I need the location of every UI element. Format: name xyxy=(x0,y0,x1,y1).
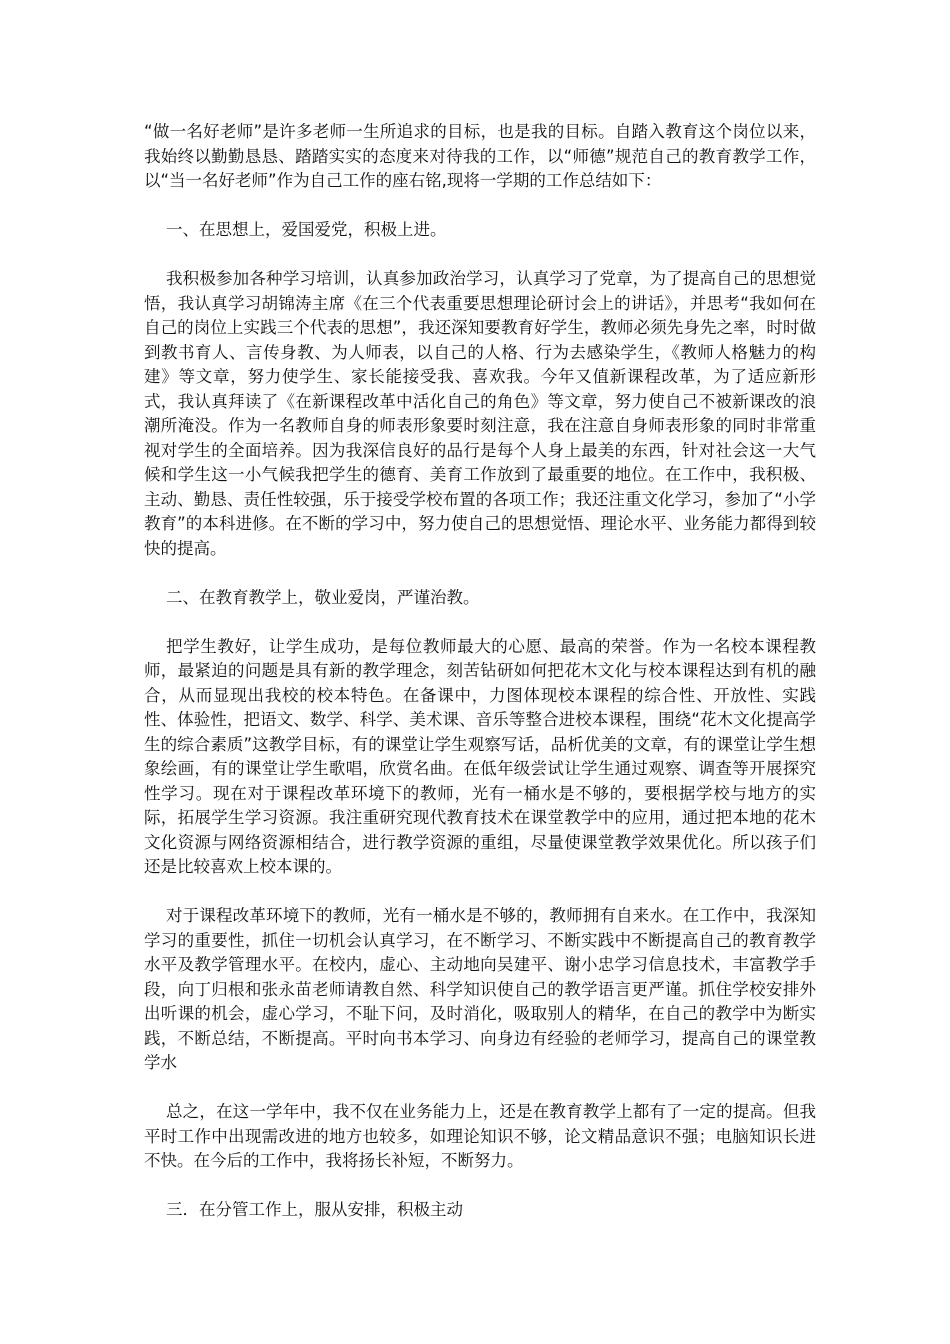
spacer xyxy=(144,194,816,219)
section-heading-3: 三．在分管工作上，服从安排，积极主动 xyxy=(166,1200,463,1219)
section-heading-1: 一、在思想上，爱国爱党，积极上进。 xyxy=(166,220,447,239)
spacer xyxy=(144,610,816,635)
spacer xyxy=(144,880,816,905)
document-page xyxy=(144,120,816,1223)
paragraph-1: 我积极参加各种学习培训，认真参加政治学习，认真学习了党章，为了提高自己的思想觉悟，我认真学习胡锦涛主席《在三个代表重要思想理论研讨会上的讲话》，并思考“我如何在自己的岗位上实践三个代表的思想”，我还深知要教育好学生，教师必须先身先之率，时时做到教书育人、言传身教、为人师表，以自己的人格、行为去感染学生，《教师人格魅力的构建》等文章，努力使学生、家长能接受我、喜欢我。今年又值新课程改革，为了适应新形式，我认真拜读了《在新课程改革中活化自己的角色》等文章，努力使自己不被新课改的浪潮所淹没。作为一名教师自身的师表形象要时刻注意，我在注意自身师表形象的同时非常重视对学生的全面培养。因为我深信良好的品行是每个人身上最美的东西，针对社会这一大气候和学生这一小气候我把学生的德育、美育工作放到了最重要的地位。在工作中，我积极、主动、勤恳、责任性较强，乐于接受学校布置的各项工作；我还注重文化学习，参加了“小学教育”的本科进修。在不断的学习中，努力使自己的思想觉悟、理论水平、业务能力都得到较快的提高。 xyxy=(144,269,816,558)
intro-paragraph: “做一名好老师”是许多老师一生所追求的目标，也是我的目标。自踏入教育这个岗位以来，我始终以勤勤恳恳、踏踏实实的态度来对待我的工作，以“师德”规范自己的教育教学工作，以“当一名好老师”作为自己工作的座右铭,现将一学期的工作总结如下： xyxy=(144,122,816,190)
paragraph-3: 对于课程改革环境下的教师，光有一桶水是不够的，教师拥有自来水。在工作中，我深知学习的重要性，抓住一切机会认真学习，在不断学习、不断实践中不断提高自己的教育教学水平及教学管理水平。在校内，虚心、主动地向吴建平、谢小忠学习信息技术，丰富教学手段，向丁归根和张永苗老师请教自然、科学知识使自己的教学语言更严谨。抓住学校安排外出听课的机会，虚心学习，不耻下问，及时消化，吸取别人的精华，在自己的教学中为断实践，不断总结，不断提高。平时向书本学习、向身边有经验的老师学习，提高自己的课堂教学水 xyxy=(144,906,816,1072)
spacer xyxy=(144,243,816,268)
section-heading-2: 二、在教育教学上，敬业爱岗，严谨治教。 xyxy=(166,587,480,607)
paragraph-4: 总之，在这一学年中，我不仅在业务能力上，还是在教育教学上都有了一定的提高。但我平时工作中出现需改进的地方也较多，如理论知识不够，论文精品意识不强；电脑知识长进不快。在今后的工作中，我将扬长补短，不断努力。 xyxy=(144,1102,816,1170)
paragraph-2: 把学生教好，让学生成功，是每位教师最大的心愿、最高的荣誉。作为一名校本课程教师，最紧迫的问题是具有新的教学理念，刻苦钻研如何把花木文化与校本课程达到有机的融合，从而显现出我校的校本特色。在备课中，力图体现校本课程的综合性、开放性、实践性、体验性，把语文、数学、科学、美术课、音乐等整合进校本课程，围绕“花木文化提高学生的综合素质”这教学目标，有的课堂让学生观察写话，品析优美的文章，有的课堂让学生想象绘画，有的课堂让学生歌唱，欣赏名曲。在低年级尝试让学生通过观察、调查等开展探究性学习。现在对于课程改革环境下的教师，光有一桶水是不够的，要根据学校与地方的实际，拓展学生学习资源。我注重研究现代教育技术在课堂教学中的应用，通过把本地的花木文化资源与网络资源相结合，进行教学资源的重组，尽量使课堂教学效果优化。所以孩子们还是比较喜欢上校本课的。 xyxy=(144,636,816,876)
spacer xyxy=(144,1174,816,1199)
spacer xyxy=(144,1076,816,1101)
spacer xyxy=(144,561,816,586)
